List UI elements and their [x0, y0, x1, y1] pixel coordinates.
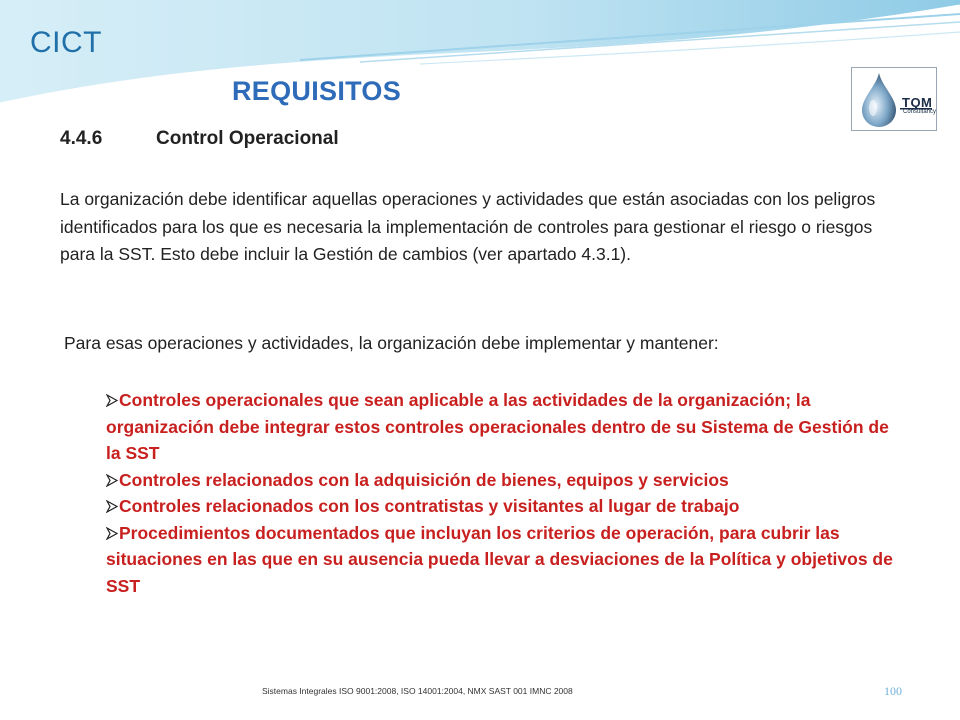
brand-label: CICT	[30, 26, 102, 59]
requirements-list	[106, 387, 896, 599]
header-wave-background	[0, 0, 960, 120]
list-item	[106, 520, 896, 600]
slide-title: REQUISITOS	[232, 76, 402, 106]
section-title: Control Operacional	[156, 128, 339, 149]
list-item-text: Controles relacionados con los contratistas y visitantes al lugar de trabajo	[119, 496, 740, 516]
list-item	[106, 467, 896, 494]
intro-text: Para esas operaciones y actividades, la organización debe implementar y mantener:	[64, 333, 719, 353]
footer-text: Sistemas Integrales ISO 9001:2008, ISO 14001:2004, NMX SAST 001 IMNC 2008	[262, 686, 573, 696]
page-number: 100	[884, 684, 902, 698]
logo-text: TQM	[902, 95, 933, 110]
logo-subtext: Consultancy	[903, 109, 937, 115]
section-number: 4.4.6	[60, 128, 103, 149]
arrow-bullet-icon	[106, 474, 118, 487]
arrow-bullet-icon	[106, 527, 118, 540]
arrow-bullet-icon	[106, 394, 118, 407]
body-paragraph: La organización debe identificar aquellas operaciones y actividades que están asociadas con los peligros identificados para los que es necesaria la implementación de controles para gestionar el riesgo o riesgos para la SST. Esto debe incluir la Gestión de cambios (ver apartado 4.3.1).	[60, 189, 876, 264]
arrow-bullet-icon	[106, 500, 118, 513]
logo	[851, 67, 937, 131]
list-item-text: Controles relacionados con la adquisición de bienes, equipos y servicios	[119, 469, 729, 490]
list-item-text: Procedimientos documentados que incluyan los criterios de operación, para cubrir las situaciones en las que en su ausencia pueda llevar a desviaciones de la Política y objetivos de SST	[106, 522, 893, 596]
list-item-text: Controles operacionales que sean aplicable a las actividades de la organización; la organización debe integrar estos controles operacionales dentro de su Sistema de Gestión de la SST	[106, 390, 889, 463]
list-item	[106, 387, 896, 467]
list-item	[106, 493, 896, 520]
section-heading	[60, 128, 339, 150]
